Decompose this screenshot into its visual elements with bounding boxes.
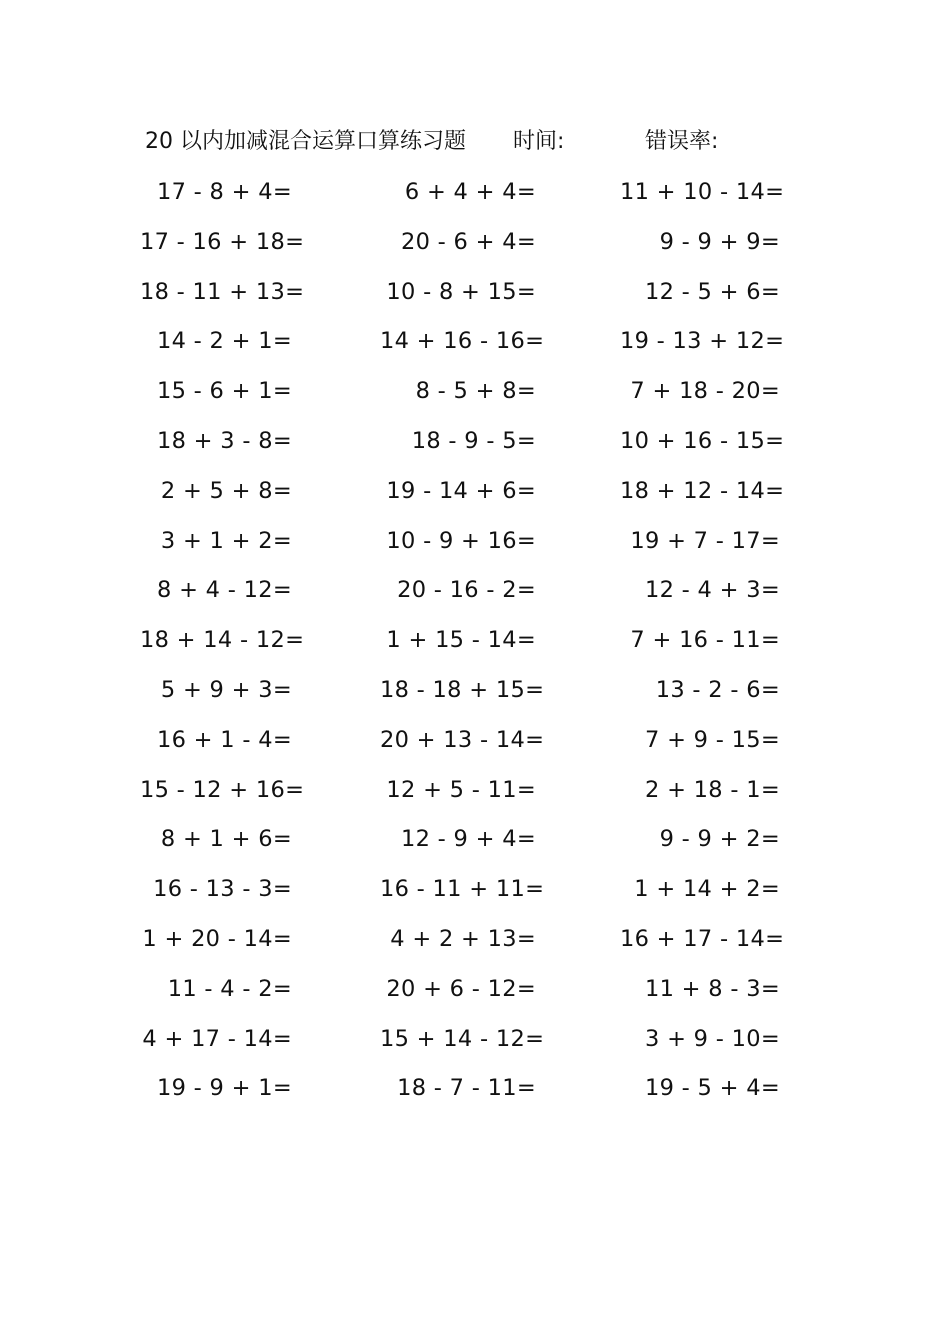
arithmetic-problem: 16 + 1 - 4= — [157, 726, 292, 753]
problem-row — [140, 1066, 800, 1116]
problem-row — [140, 568, 800, 618]
problem-row — [140, 469, 800, 519]
arithmetic-problem: 16 + 17 - 14= — [620, 925, 785, 952]
problem-row — [140, 369, 800, 419]
arithmetic-problem: 18 - 18 + 15= — [380, 676, 545, 703]
arithmetic-problem: 15 - 6 + 1= — [157, 378, 292, 405]
problem-row — [140, 1017, 800, 1067]
arithmetic-problem: 6 + 4 + 4= — [404, 179, 536, 205]
arithmetic-problem: 19 - 5 + 4= — [645, 1075, 780, 1102]
arithmetic-problem: 9 - 9 + 2= — [659, 826, 780, 853]
arithmetic-problem: 18 - 9 - 5= — [411, 427, 536, 454]
arithmetic-problem: 19 - 13 + 12= — [620, 328, 785, 355]
arithmetic-problem: 12 - 4 + 3= — [645, 577, 780, 604]
arithmetic-problem: 20 + 13 - 14= — [380, 726, 545, 753]
arithmetic-problem: 18 + 12 - 14= — [620, 477, 785, 504]
arithmetic-problem: 20 - 6 + 4= — [401, 228, 536, 255]
arithmetic-problem: 20 - 16 - 2= — [397, 577, 536, 604]
arithmetic-problem: 11 + 10 - 14= — [620, 179, 785, 205]
arithmetic-problem: 16 - 11 + 11= — [380, 876, 545, 903]
arithmetic-problem: 7 + 18 - 20= — [630, 378, 780, 405]
arithmetic-problem: 18 + 14 - 12= — [140, 627, 305, 654]
arithmetic-problem: 14 + 16 - 16= — [380, 328, 545, 355]
arithmetic-problem: 13 - 2 - 6= — [655, 676, 780, 703]
arithmetic-problem: 19 - 9 + 1= — [157, 1075, 292, 1102]
arithmetic-problem: 11 - 4 - 2= — [167, 975, 292, 1002]
arithmetic-problem: 14 - 2 + 1= — [157, 328, 292, 355]
problem-row — [140, 867, 800, 917]
arithmetic-problem: 8 + 4 - 12= — [157, 577, 292, 604]
arithmetic-problem: 7 + 9 - 15= — [645, 726, 780, 753]
arithmetic-problem: 10 + 16 - 15= — [620, 427, 785, 454]
arithmetic-problem: 18 + 3 - 8= — [157, 427, 292, 454]
arithmetic-problem: 17 - 8 + 4= — [157, 179, 292, 205]
problem-row — [140, 967, 800, 1017]
error-rate-label: 错误率: — [645, 129, 719, 154]
arithmetic-problem: 16 - 13 - 3= — [153, 876, 292, 903]
arithmetic-problem: 15 + 14 - 12= — [380, 1025, 545, 1052]
arithmetic-problem: 10 - 8 + 15= — [386, 278, 536, 305]
arithmetic-problem: 1 + 14 + 2= — [634, 876, 780, 903]
time-label: 时间: — [513, 129, 565, 154]
arithmetic-problem: 4 + 17 - 14= — [142, 1025, 292, 1052]
arithmetic-problem: 1 + 15 - 14= — [386, 627, 536, 654]
arithmetic-problem: 12 - 9 + 4= — [401, 826, 536, 853]
problem-row — [140, 419, 800, 469]
problem-row — [140, 220, 800, 270]
arithmetic-problem: 2 + 18 - 1= — [645, 776, 780, 803]
worksheet-header — [145, 124, 825, 160]
problem-row — [140, 319, 800, 369]
arithmetic-problem: 3 + 9 - 10= — [645, 1025, 780, 1052]
problem-row — [140, 768, 800, 818]
arithmetic-problem: 17 - 16 + 18= — [140, 228, 305, 255]
arithmetic-problem: 18 - 7 - 11= — [397, 1075, 536, 1102]
arithmetic-problem: 12 - 5 + 6= — [645, 278, 780, 305]
arithmetic-problem: 3 + 1 + 2= — [160, 527, 292, 554]
problem-row — [140, 917, 800, 967]
problem-row — [140, 170, 800, 220]
arithmetic-problem: 5 + 9 + 3= — [160, 676, 292, 703]
arithmetic-problem: 7 + 16 - 11= — [630, 627, 780, 654]
arithmetic-problem: 9 - 9 + 9= — [659, 228, 780, 255]
worksheet-title: 20 以内加减混合运算口算练习题 — [145, 129, 466, 154]
arithmetic-problem: 18 - 11 + 13= — [140, 278, 305, 305]
arithmetic-problem: 11 + 8 - 3= — [645, 975, 780, 1002]
arithmetic-problem: 15 - 12 + 16= — [140, 776, 305, 803]
arithmetic-problem: 12 + 5 - 11= — [386, 776, 536, 803]
arithmetic-problem: 1 + 20 - 14= — [142, 925, 292, 952]
arithmetic-problem: 19 - 14 + 6= — [386, 477, 536, 504]
arithmetic-problem: 4 + 2 + 13= — [390, 925, 536, 952]
problem-row — [140, 817, 800, 867]
problem-row — [140, 668, 800, 718]
problem-row — [140, 718, 800, 768]
arithmetic-problem: 8 - 5 + 8= — [415, 378, 536, 405]
problem-row — [140, 618, 800, 668]
arithmetic-problem: 2 + 5 + 8= — [160, 477, 292, 504]
arithmetic-problem: 10 - 9 + 16= — [386, 527, 536, 554]
arithmetic-problem: 20 + 6 - 12= — [386, 975, 536, 1002]
arithmetic-problem: 19 + 7 - 17= — [630, 527, 780, 554]
problem-row — [140, 270, 800, 320]
arithmetic-problem: 8 + 1 + 6= — [160, 826, 292, 853]
problem-row — [140, 519, 800, 569]
problem-grid — [140, 170, 800, 1116]
